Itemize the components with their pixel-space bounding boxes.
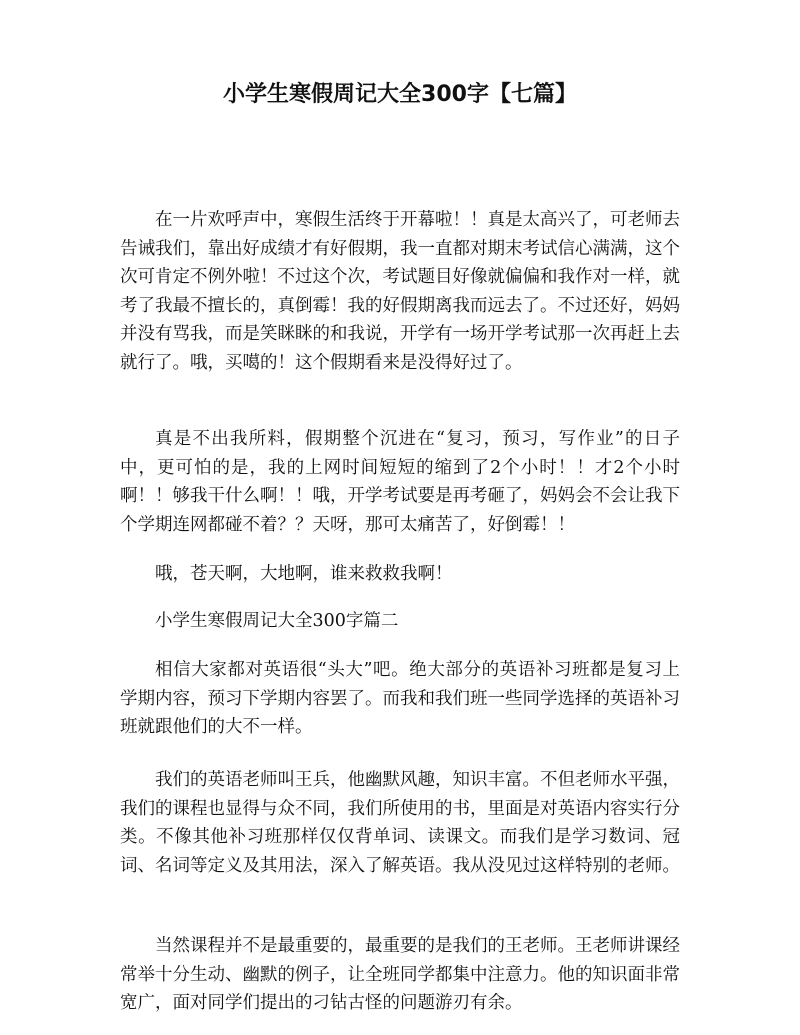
paragraph-2: 真是不出我所料，假期整个沉进在“复习，预习，写作业”的日子中，更可怕的是，我的上网时间短短的缩到了2个小时！！才2个小时啊！！够我干什么啊！！哦，开学考试要是再考砸了，妈妈会不会让我下个学期连网都碰不着？？天呀，那可太痛苦了，好倒霉！！ xyxy=(120,429,680,535)
paragraph-1: 在一片欢呼声中，寒假生活终于开幕啦！！真是太高兴了，可老师去告诫我们，靠出好成绩才有好假期，我一直都对期末考试信心满满，这个次可肯定不例外啦！不过这个次，考试题目好像就偏偏和我作对一样，就考了我最不擅长的，真倒霉！我的好假期离我而远去了。不过还好，妈妈并没有骂我，而是笑眯眯的和我说，开学有一场开学考试那一次再赶上去就行了。哦，买噶的！这个假期看来是没得好过了。 xyxy=(120,210,680,373)
paragraph-7: 当然课程并不是最重要的，最重要的是我们的王老师。王老师讲课经常举十分生动、幽默的例子，让全班同学都集中注意力。他的知识面非常宽广，面对同学们提出的刁钻古怪的问题游刃有余。 xyxy=(120,936,680,1013)
document-title: 小学生寒假周记大全300字【七篇】 xyxy=(223,82,577,107)
paragraph-5: 相信大家都对英语很“头大”吧。绝大部分的英语补习班都是复习上学期内容，预习下学期内容罢了。而我和我们班一些同学选择的英语补习班就跟他们的大不一样。 xyxy=(120,660,680,737)
paragraph-6: 我们的英语老师叫王兵，他幽默风趣，知识丰富。不但老师水平强，我们的课程也显得与众不同，我们所使用的书，里面是对英语内容实行分类。不像其他补习班那样仅仅背单词、读课文。而我们是学习数词、冠词、名词等定义及其用法，深入了解英语。我从没见过这样特别的老师。 xyxy=(120,770,680,876)
paragraph-3: 哦，苍天啊，大地啊，谁来救救我啊！ xyxy=(155,564,453,584)
section-heading-part-two: 小学生寒假周记大全300字篇二 xyxy=(155,611,399,631)
